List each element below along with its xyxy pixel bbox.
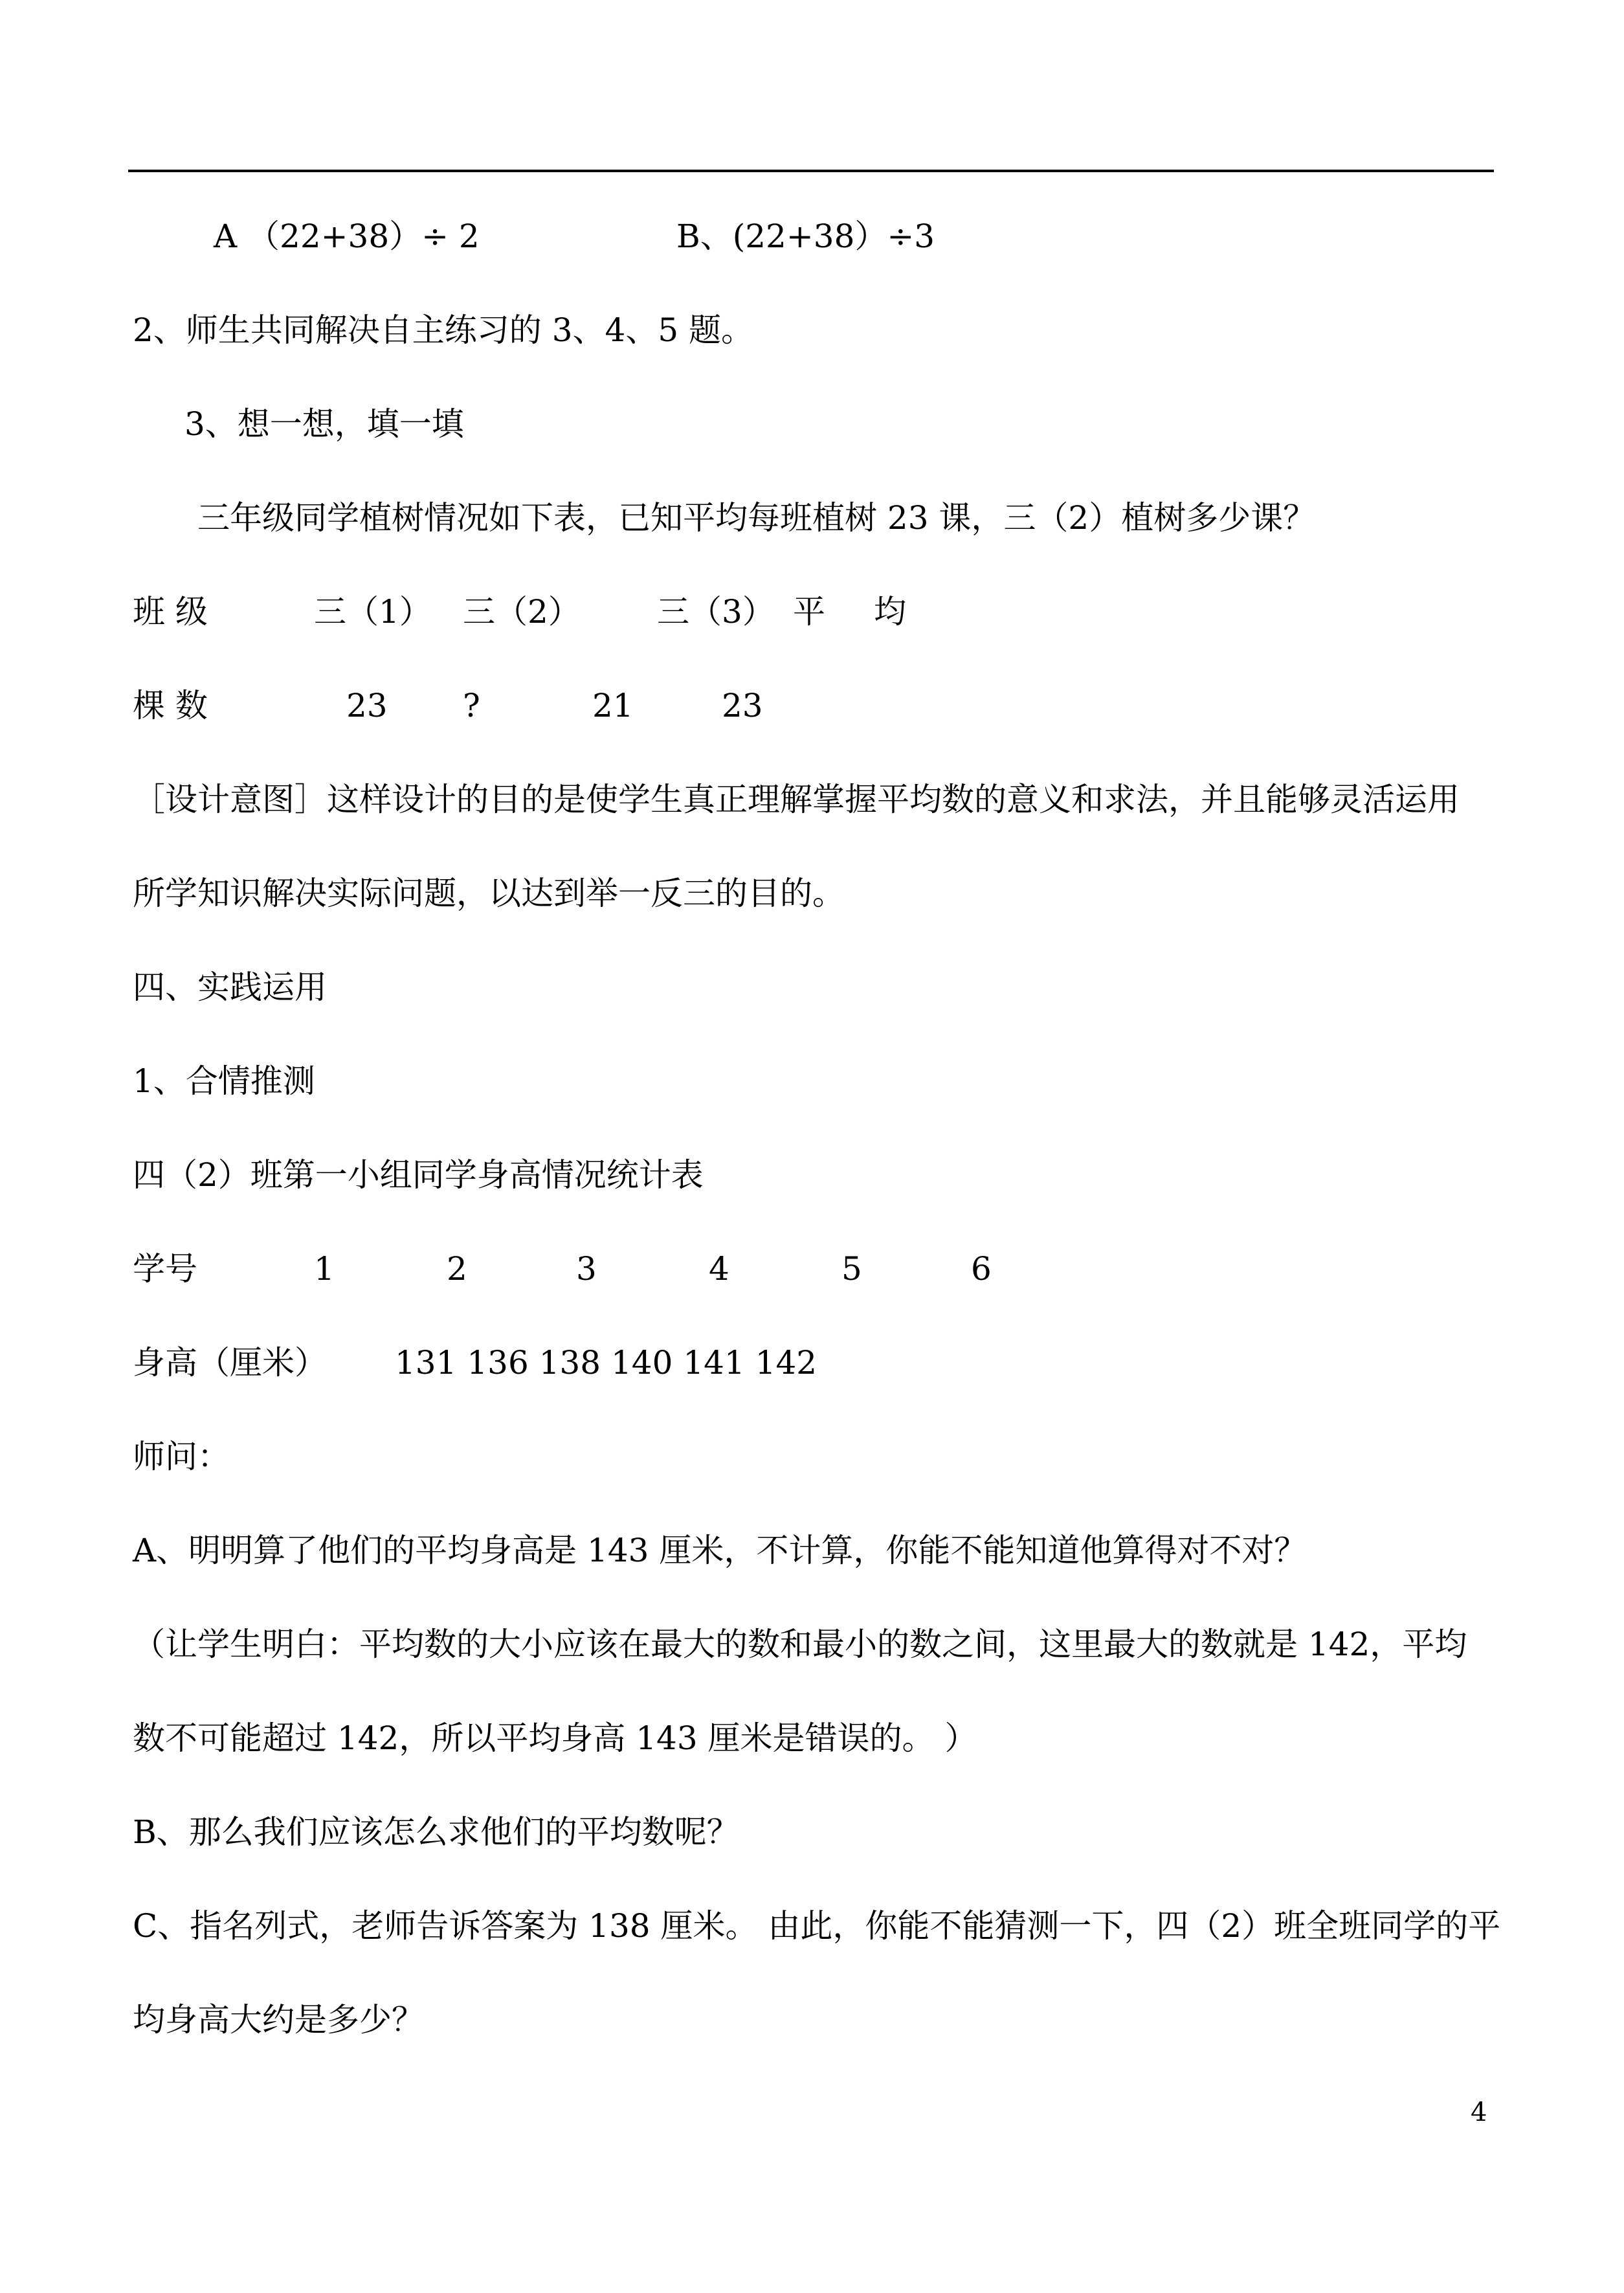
teacher-asks: 师问： xyxy=(133,1438,230,1475)
explanation-line-1: （让学生明白：平均数的大小应该在最大的数和最小的数之间，这里最大的数就是 142，平均 xyxy=(133,1626,1467,1663)
height-table-values: 131 136 138 140 141 142 xyxy=(395,1344,818,1381)
design-intent-line-1: ［设计意图］这样设计的目的是使学生真正理解掌握平均数的意义和求法，并且能够灵活运用 xyxy=(133,781,1460,818)
page-number: 4 xyxy=(1471,2097,1487,2127)
option-a: A （22+38）÷ 2 xyxy=(214,218,480,255)
tree-table-class-2: 三（2） xyxy=(463,593,581,631)
tree-table-value-3: 21 xyxy=(592,687,634,724)
question-a: A、明明算了他们的平均身高是 143 厘米，不计算，你能不能知道他算得对不对？ xyxy=(133,1532,1307,1569)
paragraph-line-2: 2、师生共同解决自主练习的 3、4、5 题。 xyxy=(133,311,754,349)
tree-table-value-2: ? xyxy=(463,687,480,724)
item-heading: 1、合情推测 xyxy=(133,1062,315,1100)
design-intent-line-2: 所学知识解决实际问题，以达到举一反三的目的。 xyxy=(133,875,845,912)
height-table-id-3: 3 xyxy=(576,1250,597,1288)
paragraph-line-3: 3、想一想，填一填 xyxy=(184,405,464,443)
tree-table-avg-2: 均 xyxy=(874,593,906,631)
height-table-header-label: 学号 xyxy=(133,1250,197,1288)
tree-table-class-3: 三（3） xyxy=(657,593,775,631)
tree-table-value-avg: 23 xyxy=(722,687,763,724)
tree-question: 三年级同学植树情况如下表，已知平均每班植树 23 课，三（2）植树多少课？ xyxy=(197,499,1316,537)
question-c-line-2: 均身高大约是多少？ xyxy=(133,2001,424,2039)
tree-table-header-label: 班 级 xyxy=(133,593,208,631)
height-table-id-1: 1 xyxy=(314,1250,335,1288)
height-table-id-4: 4 xyxy=(709,1250,729,1288)
height-table-id-2: 2 xyxy=(447,1250,467,1288)
question-c-line-1: C、指名列式，老师告诉答案为 138 厘米。 由此，你能不能猜测一下，四（2）班全班同学的平 xyxy=(133,1907,1501,1945)
height-table-id-5: 5 xyxy=(841,1250,862,1288)
tree-table-row-label: 棵 数 xyxy=(133,687,208,724)
height-table-row-label: 身高（厘米） xyxy=(133,1344,327,1381)
header-rule xyxy=(128,170,1494,172)
height-table-id-6: 6 xyxy=(971,1250,992,1288)
option-b: B、(22+38）÷3 xyxy=(676,218,935,255)
tree-table-avg-1: 平 xyxy=(793,593,825,631)
tree-table-value-1: 23 xyxy=(346,687,388,724)
section-heading: 四、实践运用 xyxy=(133,968,327,1006)
question-b: B、那么我们应该怎么求他们的平均数呢？ xyxy=(133,1813,739,1851)
explanation-line-2: 数不可能超过 142，所以平均身高 143 厘米是错误的。 ） xyxy=(133,1719,977,1757)
height-table-title: 四（2）班第一小组同学身高情况统计表 xyxy=(133,1156,704,1194)
tree-table-class-1: 三（1） xyxy=(314,593,432,631)
